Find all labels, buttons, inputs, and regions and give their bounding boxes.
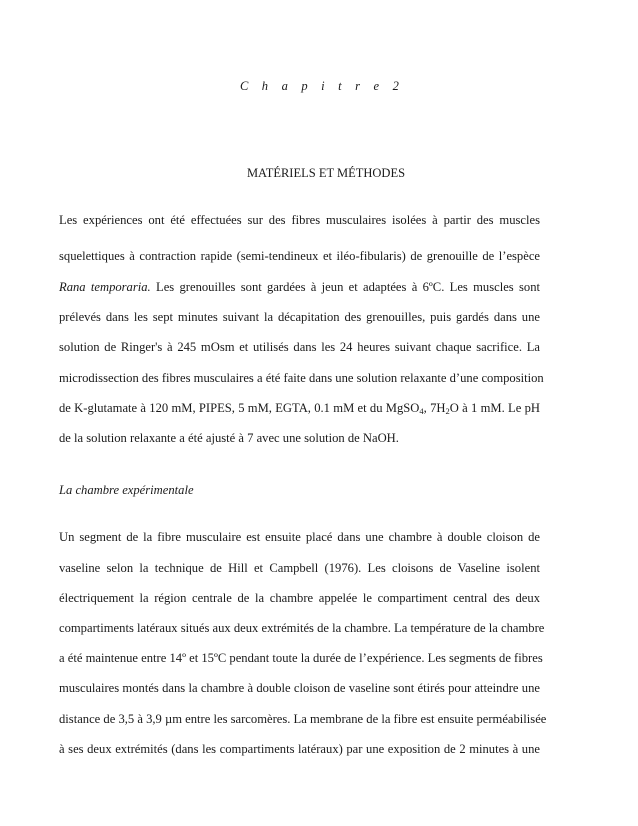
paragraph1-text: de K-glutamate à 120 mM, PIPES, 5 mM, EGTA, 0.1 mM et du MgSO — [59, 401, 420, 415]
paragraph1-text: O à 1 mM. Le pH — [449, 401, 540, 415]
paragraph2-line: Un segment de la fibre musculaire est ensuite placé dans une chambre à double cloison de — [59, 530, 540, 544]
paragraph1-line: prélevés dans les sept minutes suivant la décapitation des grenouilles, puis gardés dans une — [59, 310, 540, 324]
section-title: MATÉRIELS ET MÉTHODES — [246, 166, 406, 180]
paragraph2-line: à ses deux extrémités (dans les compartiments latéraux) par une exposition de 2 minutes à une — [59, 742, 540, 756]
paragraph2-line: compartiments latéraux situés aux deux extrémités de la chambre. La température de la chambre — [59, 621, 545, 635]
paragraph2-line: musculaires montés dans la chambre à double cloison de vaseline sont étirés pour atteindre une — [59, 681, 540, 695]
paragraph2-line: électriquement la région centrale de la chambre appelée le compartiment central des deux — [59, 591, 540, 605]
paragraph1-line — [59, 280, 540, 295]
paragraph1-line — [59, 401, 540, 416]
paragraph1-text: Les grenouilles sont gardées à jeun et adaptées à 6ºC. Les muscles sont — [150, 280, 540, 294]
subscript: 2 — [445, 406, 450, 416]
paragraph2-line: a été maintenue entre 14º et 15ºC pendant toute la durée de l’expérience. Les segments de fibres — [59, 651, 543, 665]
paragraph1-line: solution de Ringer's à 245 mOsm et utilisés dans les 24 heures suivant chaque sacrifice. La — [59, 340, 540, 354]
paragraph1-line: Les expériences ont été effectuées sur des fibres musculaires isolées à partir des muscles — [59, 213, 540, 227]
species-name: Rana temporaria. — [59, 280, 151, 294]
subheading: La chambre expérimentale — [59, 483, 194, 497]
paragraph2-line: distance de 3,5 à 3,9 µm entre les sarcomères. La membrane de la fibre est ensuite perméabilisée — [59, 712, 547, 726]
paragraph2-line: vaseline selon la technique de Hill et Campbell (1976). Les cloisons de Vaseline isolent — [59, 561, 540, 575]
paragraph1-text: , 7H — [423, 401, 446, 415]
paragraph1-line: squelettiques à contraction rapide (semi-tendineux et iléo-fibularis) de grenouille de l’espèce — [59, 249, 540, 263]
subscript: 4 — [419, 406, 424, 416]
chapter-label: C h a p i t r e 2 — [239, 79, 405, 93]
paragraph1-line: microdissection des fibres musculaires a été faite dans une solution relaxante d’une composition — [59, 371, 544, 385]
paragraph1-line: de la solution relaxante a été ajusté à 7 avec une solution de NaOH. — [59, 431, 399, 445]
